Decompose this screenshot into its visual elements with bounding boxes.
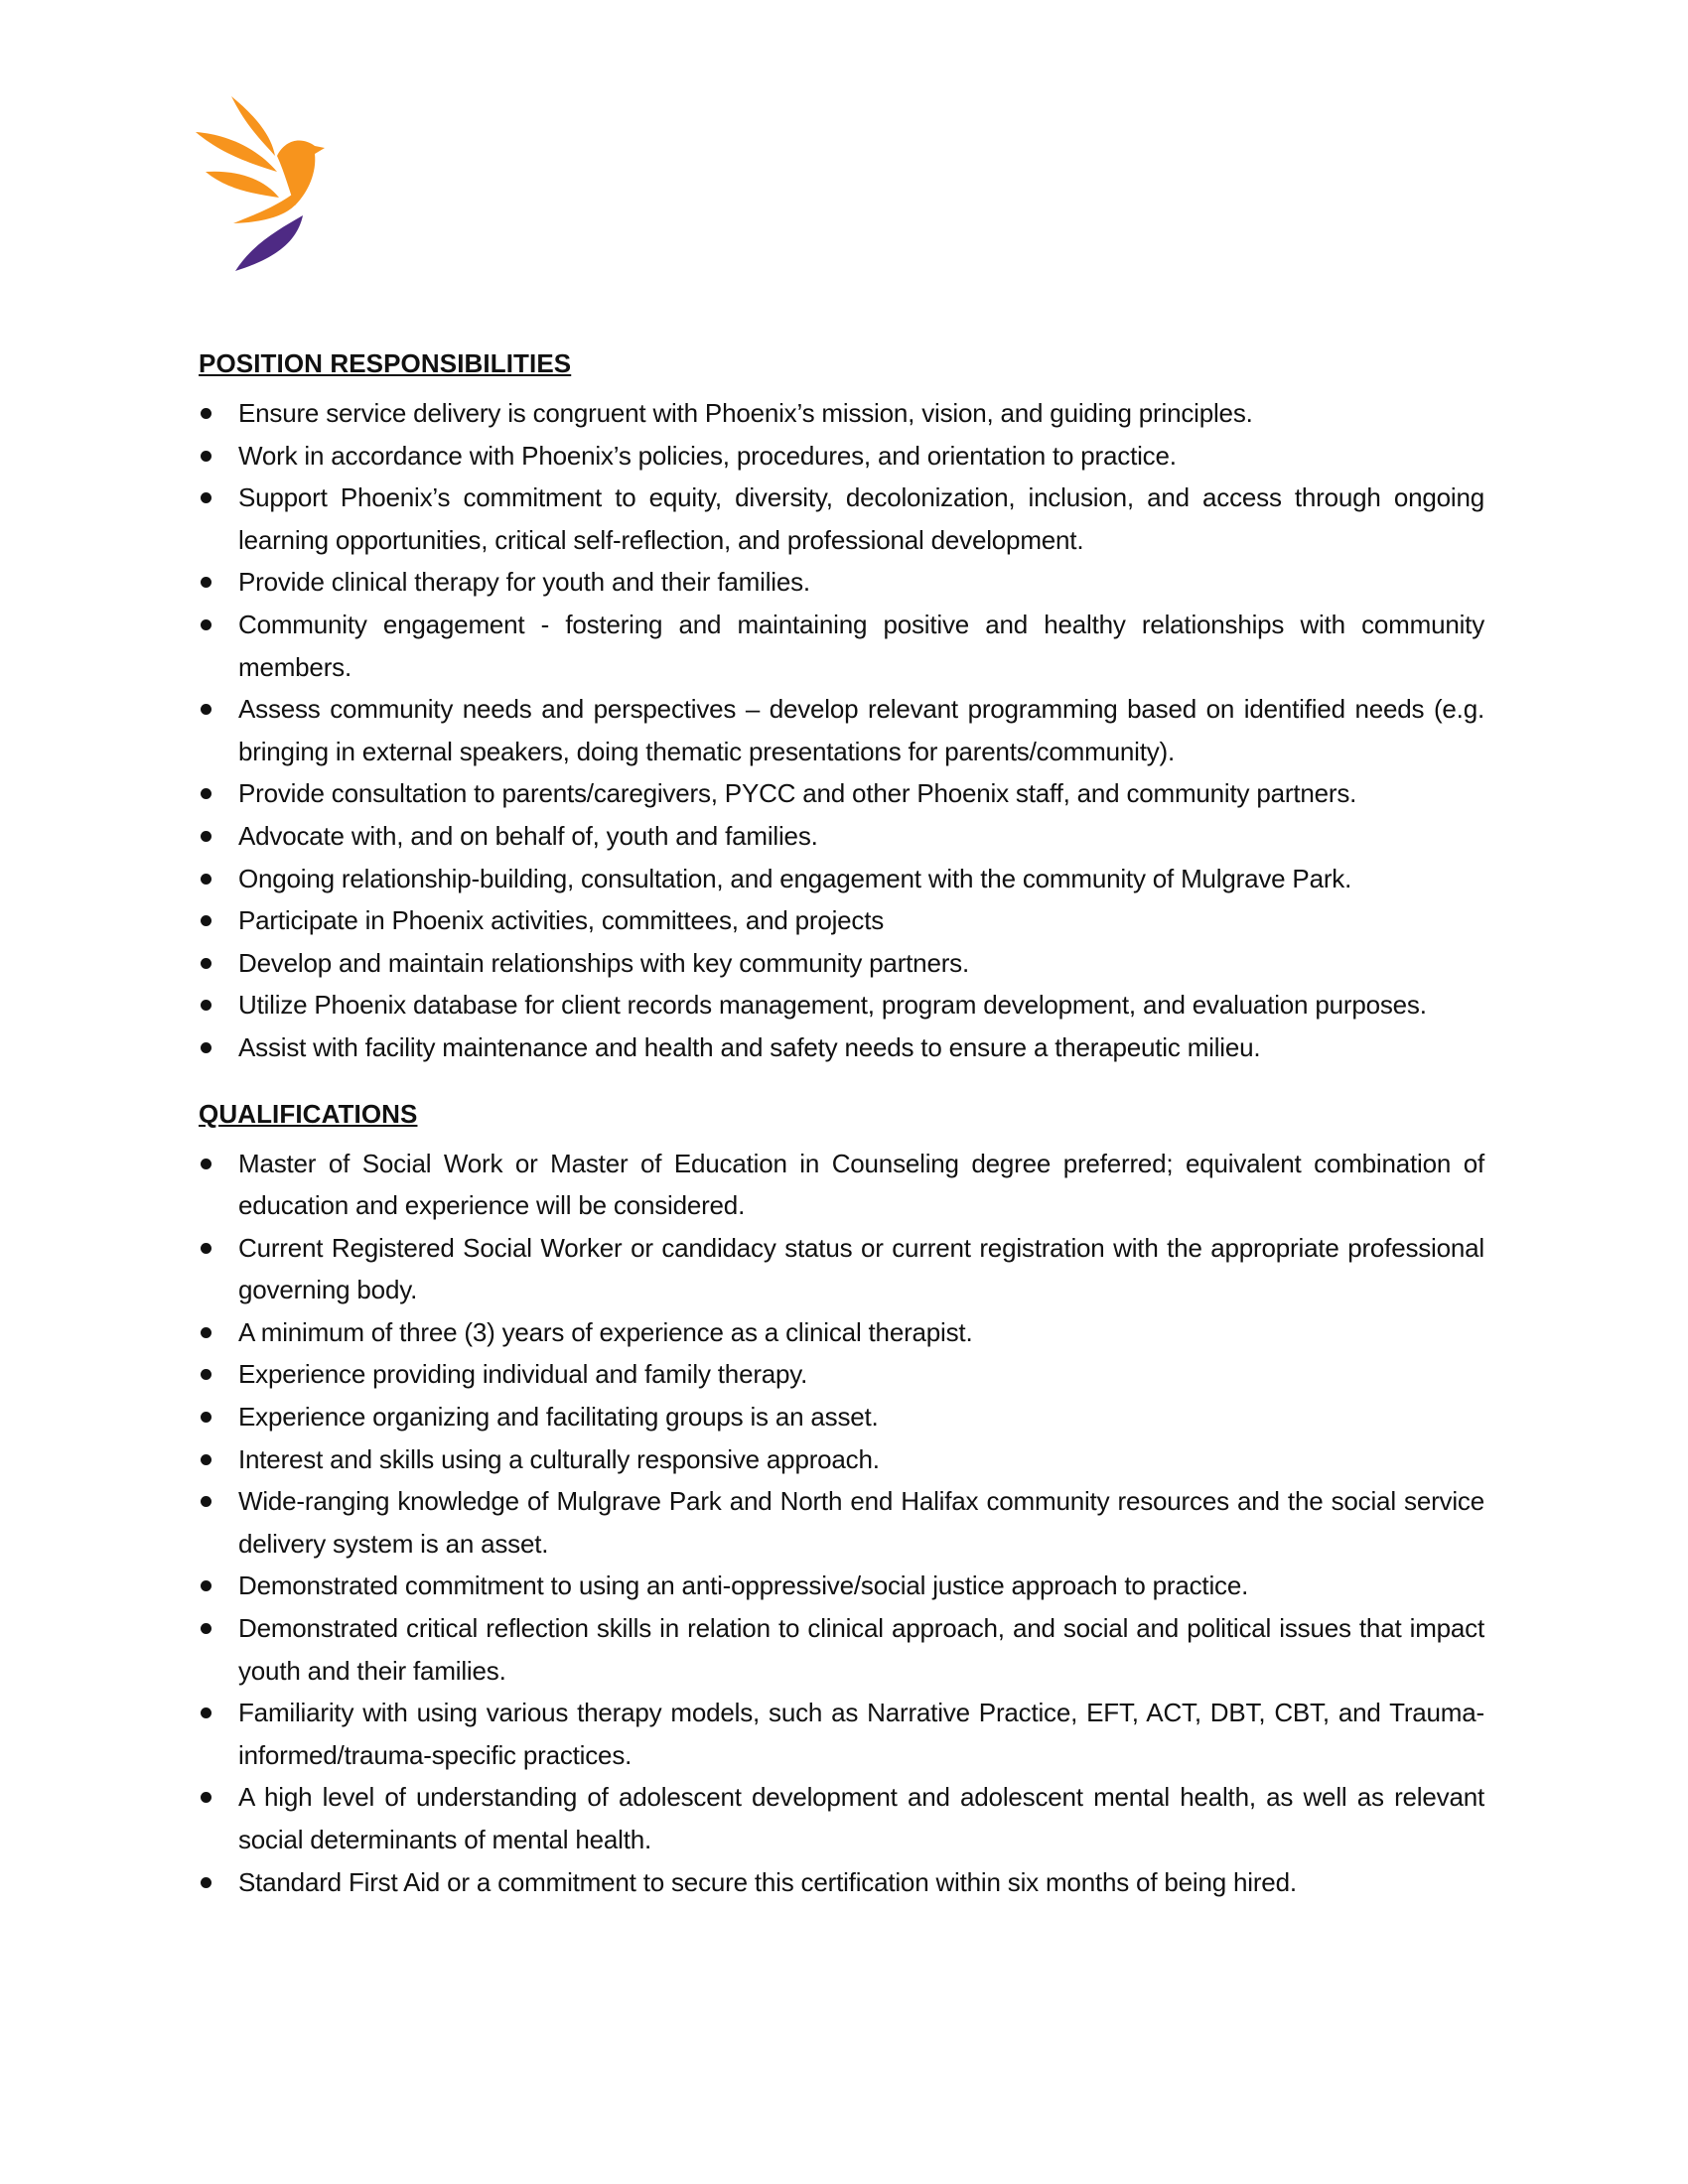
bullet-icon [201, 1580, 211, 1591]
list-item-text: Participate in Phoenix activities, committees, and projects [238, 905, 885, 936]
bullet-icon [201, 1707, 211, 1718]
bullet-icon [201, 831, 211, 842]
bullet-icon [201, 958, 211, 969]
list-item [199, 1438, 1484, 1481]
responsibilities-list [199, 392, 1484, 1069]
list-item-text: Standard First Aid or a commitment to secure this certification within six months of being hired. [238, 1866, 1297, 1897]
bullet-icon [201, 1042, 211, 1053]
list-item [199, 815, 1484, 858]
list-item-text: Wide-ranging knowledge of Mulgrave Park and North end Halifax community resources and the social service delivery system is an asset. [238, 1486, 1484, 1559]
list-item-text: Provide clinical therapy for youth and their families. [238, 567, 810, 598]
list-item-text: Experience organizing and facilitating groups is an asset. [238, 1402, 879, 1433]
bullet-icon [201, 408, 211, 419]
list-item-text: Support Phoenix’s commitment to equity, diversity, decolonization, inclusion, and access through ongoing learning opportunities, critical self-reflection, and professional development. [238, 482, 1484, 555]
phoenix-logo [194, 94, 333, 273]
list-item [199, 392, 1484, 435]
bullet-icon [201, 492, 211, 503]
list-item [199, 942, 1484, 985]
logo-tail-purple [235, 215, 303, 271]
qualifications-heading: QUALIFICATIONS [199, 1098, 418, 1129]
list-item [199, 1861, 1484, 1904]
list-item [199, 477, 1484, 561]
list-item [199, 435, 1484, 478]
list-item [199, 1396, 1484, 1438]
logo-flame-3 [206, 172, 279, 198]
list-item-text: Demonstrated critical reflection skills in relation to clinical approach, and social and political issues that impact youth and their families. [238, 1613, 1484, 1686]
list-item [199, 1776, 1484, 1860]
bullet-icon [201, 874, 211, 885]
list-item [199, 1692, 1484, 1776]
list-item [199, 1026, 1484, 1069]
bullet-icon [201, 1454, 211, 1465]
list-item-text: Interest and skills using a culturally responsive approach. [238, 1443, 880, 1474]
list-item [199, 1143, 1484, 1227]
list-item-text: Community engagement - fostering and maintaining positive and healthy relationships with community members. [238, 609, 1484, 682]
bullet-icon [201, 1159, 211, 1169]
list-item-text: Ensure service delivery is congruent with Phoenix’s mission, vision, and guiding principles. [238, 398, 1253, 428]
bullet-icon [201, 577, 211, 588]
list-item [199, 1480, 1484, 1565]
bullet-icon [201, 915, 211, 926]
bullet-icon [201, 788, 211, 799]
list-item [199, 858, 1484, 900]
list-item-text: Assess community needs and perspectives – develop relevant programming based on identified needs (e.g. bringing in external speakers, doing thematic presentations for parents/community). [238, 694, 1484, 766]
bullet-icon [201, 1000, 211, 1011]
document-content [199, 342, 1484, 1903]
list-item [199, 688, 1484, 772]
bullet-icon [201, 1369, 211, 1380]
list-item [199, 984, 1484, 1026]
list-item [199, 1227, 1484, 1311]
list-item-text: Advocate with, and on behalf of, youth and families. [238, 820, 818, 851]
list-item [199, 604, 1484, 688]
list-item [199, 1607, 1484, 1692]
list-item [199, 561, 1484, 604]
bullet-icon [201, 1623, 211, 1634]
list-item-text: Familiarity with using various therapy models, such as Narrative Practice, EFT, ACT, DBT, CBT, and Trauma-informed/trauma-specific practices. [238, 1698, 1484, 1770]
list-item-text: Ongoing relationship-building, consultation, and engagement with the community of Mulgrave Park. [238, 863, 1352, 893]
list-item [199, 1311, 1484, 1354]
list-item-text: Current Registered Social Worker or candidacy status or current registration with the appropriate professional governing body. [238, 1232, 1484, 1305]
list-item [199, 899, 1484, 942]
bullet-icon [201, 1327, 211, 1338]
list-item [199, 1353, 1484, 1396]
list-item-text: Work in accordance with Phoenix’s policies, procedures, and orientation to practice. [238, 440, 1177, 471]
list-item-text: A minimum of three (3) years of experience as a clinical therapist. [238, 1316, 973, 1347]
list-item-text: Experience providing individual and family therapy. [238, 1359, 808, 1390]
bullet-icon [201, 451, 211, 462]
bullet-icon [201, 619, 211, 630]
bullet-icon [201, 1412, 211, 1423]
bullet-icon [201, 704, 211, 715]
list-item-text: A high level of understanding of adolescent development and adolescent mental health, as well as relevant social determinants of mental health. [238, 1782, 1484, 1854]
list-item-text: Demonstrated commitment to using an anti-oppressive/social justice approach to practice. [238, 1570, 1249, 1601]
list-item-text: Develop and maintain relationships with key community partners. [238, 947, 969, 978]
bullet-icon [201, 1243, 211, 1254]
qualifications-list [199, 1143, 1484, 1904]
list-item [199, 772, 1484, 815]
list-item-text: Assist with facility maintenance and health and safety needs to ensure a therapeutic milieu. [238, 1031, 1261, 1062]
bullet-icon [201, 1792, 211, 1803]
list-item-text: Utilize Phoenix database for client records management, program development, and evaluation purposes. [238, 990, 1427, 1021]
responsibilities-heading: POSITION RESPONSIBILITIES [199, 348, 572, 378]
list-item-text: Provide consultation to parents/caregivers, PYCC and other Phoenix staff, and community partners. [238, 778, 1357, 809]
bullet-icon [201, 1877, 211, 1888]
list-item [199, 1565, 1484, 1607]
list-item-text: Master of Social Work or Master of Education in Counseling degree preferred; equivalent combination of education and experience will be considered. [238, 1148, 1484, 1221]
bullet-icon [201, 1496, 211, 1507]
